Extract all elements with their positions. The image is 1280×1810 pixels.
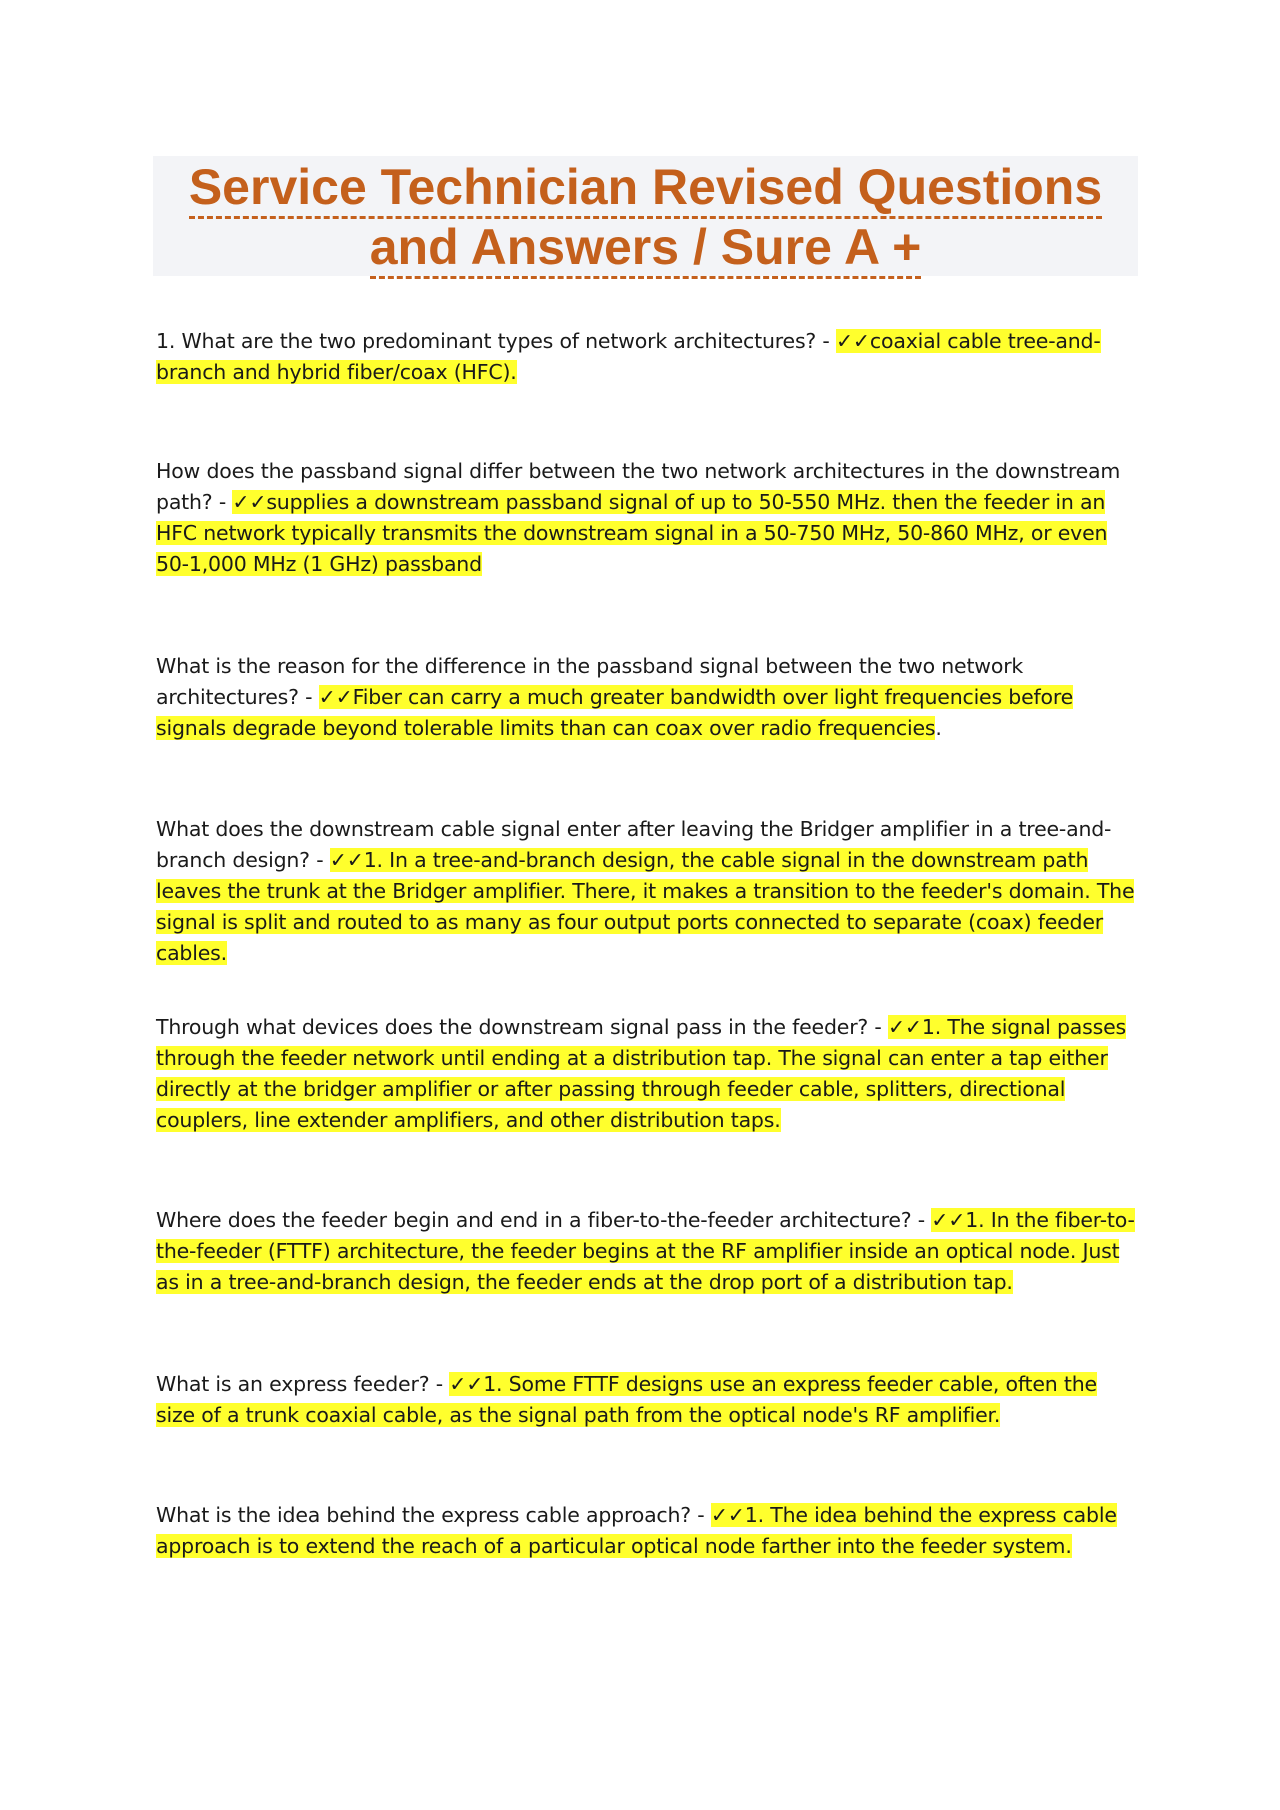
- qa-separator: -: [429, 1372, 450, 1396]
- qa-item-1: [156, 326, 1136, 388]
- qa-separator: -: [868, 1015, 888, 1039]
- double-check-icon: ✓✓: [887, 1015, 922, 1039]
- double-check-icon: ✓✓: [931, 1208, 966, 1232]
- qa-separator: -: [816, 329, 836, 353]
- qa-item-4: [156, 814, 1136, 969]
- question-text: How does the passband signal differ between the two network architectures in the downstream path?: [156, 459, 1121, 514]
- qa-item-8: [156, 1500, 1136, 1562]
- answer-text: supplies a downstream passband signal of up to 50-550 MHz. then the feeder in an HFC network typically transmits the downstream signal in a 50-750 MHz, 50-860 MHz, or even 50-1,000 MHz (1 GHz) passband: [156, 490, 1108, 576]
- page-title-line-1: Service Technician Revised Questions: [189, 158, 1102, 219]
- double-check-icon: ✓✓: [449, 1372, 484, 1396]
- page-title-line-2: and Answers / Sure A +: [370, 218, 922, 279]
- question-text: What is the reason for the difference in the passband signal between the two network architectures?: [156, 654, 1024, 709]
- answer-text: Fiber can carry a much greater bandwidth over light frequencies before signals degrade beyond tolerable limits than can coax over radio frequencies: [156, 685, 1074, 740]
- answer-text: coaxial cable tree-and-branch and hybrid fiber/coax (HFC).: [156, 329, 1101, 384]
- answer-text: 1. Some FTTF designs use an express feeder cable, often the size of a trunk coaxial cable, as the signal path from the optical node's RF amplifier.: [156, 1372, 1097, 1427]
- question-text: Where does the feeder begin and end in a fiber-to-the-feeder architecture?: [156, 1208, 912, 1232]
- answer-text: 1. In a tree-and-branch design, the cable signal in the downstream path leaves the trunk at the Bridger amplifier. There, it makes a transition to the feeder's domain. The signal is split and routed to as many as four output ports connected to separate (coax) feeder cables.: [156, 848, 1135, 965]
- qa-separator: -: [298, 685, 319, 709]
- qa-item-2: [156, 456, 1136, 580]
- question-text: What is the idea behind the express cable approach?: [156, 1503, 691, 1527]
- answer-text: 1. The signal passes through the feeder network until ending at a distribution tap. The signal can enter a tap either directly at the bridger amplifier or after passing through feeder cable, splitters, directional couplers, line extender amplifiers, and other distribution taps.: [156, 1015, 1127, 1132]
- qa-item-5: [156, 1012, 1136, 1136]
- qa-item-7: [156, 1369, 1136, 1431]
- qa-item-6: [156, 1205, 1136, 1298]
- double-check-icon: ✓✓: [710, 1503, 745, 1527]
- question-text: 1. What are the two predominant types of network architectures?: [156, 329, 817, 353]
- answer-trailing: .: [935, 716, 942, 740]
- answer-highlight: [156, 490, 1107, 576]
- answer-text: 1. The idea behind the express cable approach is to extend the reach of a particular optical node farther into the feeder system.: [156, 1503, 1117, 1558]
- answer-text: 1. In the fiber-to-the-feeder (FTTF) architecture, the feeder begins at the RF amplifier inside an optical node. Just as in a tree-and-branch design, the feeder ends at the drop port of a distribution tap.: [156, 1208, 1135, 1294]
- qa-separator: -: [309, 848, 330, 872]
- question-text: What does the downstream cable signal enter after leaving the Bridger amplifier in a tree-and-branch design?: [156, 817, 1112, 872]
- qa-separator: -: [911, 1208, 932, 1232]
- title-banner: [153, 156, 1138, 276]
- double-check-icon: ✓✓: [318, 685, 353, 709]
- double-check-icon: ✓✓: [835, 329, 870, 353]
- qa-separator: -: [690, 1503, 711, 1527]
- double-check-icon: ✓✓: [329, 848, 364, 872]
- qa-separator: -: [212, 490, 233, 514]
- qa-item-3: [156, 651, 1136, 744]
- question-text: What is an express feeder?: [156, 1372, 430, 1396]
- double-check-icon: ✓✓: [232, 490, 267, 514]
- question-text: Through what devices does the downstream signal pass in the feeder?: [156, 1015, 869, 1039]
